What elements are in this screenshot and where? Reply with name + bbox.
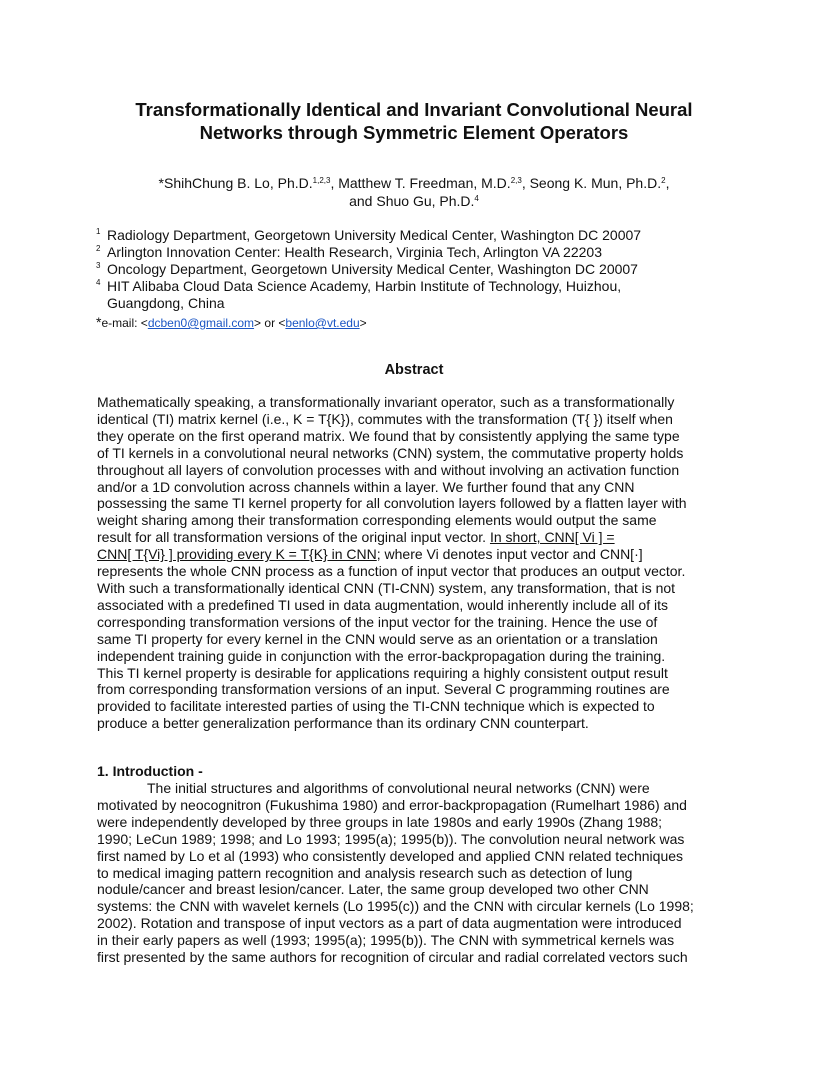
author-1-affil: 1,2,3	[312, 176, 331, 185]
affiliation-1	[96, 227, 716, 244]
intro-line: The initial structures and algorithms of convolutional neural networks (CNN) were	[147, 780, 650, 796]
email-prefix: e-mail: <	[101, 316, 148, 330]
abstract-line: Mathematically speaking, a transformationally invariant operator, such as a transformationally	[97, 394, 675, 410]
affiliation-text-cont: Guangdong, China	[107, 295, 225, 311]
contact-email	[96, 314, 367, 331]
intro-line: motivated by neocognitron (Fukushima 1980) and error-backpropagation (Rumelhart 1986) and	[97, 796, 687, 813]
abstract-line: of TI kernels in a convolutional neural networks (CNN) system, the commutative property holds	[97, 444, 684, 461]
abstract-line: This TI kernel property is desirable for applications requiring a highly consistent output result	[97, 664, 668, 681]
abstract-line: weight sharing among their transformation corresponding elements would output the same	[97, 512, 657, 529]
abstract-line	[97, 529, 737, 546]
affiliation-number: 2	[96, 244, 101, 253]
email-link-2[interactable]: benlo@vt.edu	[285, 316, 360, 330]
abstract-line: produce a better generalization performance than its ordinary CNN counterpart.	[97, 715, 589, 732]
abstract-text: result for all transformation versions of the original input vector.	[97, 529, 490, 546]
intro-line: were independently developed by three groups in late 1980s and early 1990s (Zhang 1988;	[97, 813, 663, 830]
author-3: , Seong K. Mun, Ph.D.	[521, 175, 662, 191]
affiliation-3	[96, 261, 716, 278]
abstract-line: same TI property for every kernel in the CNN would serve as an orientation or a translation	[97, 630, 658, 647]
title-line-2: Networks through Symmetric Element Operators	[199, 122, 629, 143]
abstract-line: With such a transformationally identical CNN (TI-CNN) system, any transformation, that is not	[97, 579, 676, 596]
intro-line: 1990; LeCun 1989; 1998; and Lo 1993; 1995(a); 1995(b)). The convolution neural network was	[97, 830, 685, 847]
author-3-tail: ,	[665, 175, 670, 191]
author-4-affil: 4	[474, 194, 479, 203]
abstract-line: provided to facilitate interested parties of using the TI-CNN technique which is expected to	[97, 698, 655, 715]
abstract-key-statement: In short, CNN[ Vi ] =	[489, 529, 615, 546]
author-4: and Shuo Gu, Ph.D.	[349, 193, 475, 209]
email-suffix: >	[359, 316, 367, 330]
introduction-body	[97, 780, 737, 966]
intro-line: first named by Lo et al (1993) who consistently developed and applied CNN related techniques	[97, 847, 684, 864]
author-list	[60, 174, 768, 210]
title-line-1: Transformationally Identical and Invariant Convolutional Neural	[135, 99, 693, 120]
affiliation-number: 1	[96, 227, 101, 236]
affiliation-text: HIT Alibaba Cloud Data Science Academy, Harbin Institute of Technology, Huizhou,	[107, 278, 622, 294]
author-line-1	[60, 174, 768, 192]
affiliation-text: Arlington Innovation Center: Health Research, Virginia Tech, Arlington VA 22203	[107, 244, 602, 260]
affiliation-number: 3	[96, 261, 101, 270]
affiliation-number: 4	[96, 278, 101, 287]
intro-line: 2002). Rotation and transpose of input vectors as a part of data augmentation were introduced	[97, 915, 682, 932]
intro-line: nodule/cancer and breast lesion/cancer. Later, the same group developed two other CNN	[97, 881, 649, 898]
intro-line: to medical imaging pattern recognition and analysis research such as detection of lung	[97, 864, 633, 881]
abstract-line: from corresponding transformation versions of an input. Several C programming routines are	[97, 681, 670, 698]
corresponding-mark: *	[96, 314, 102, 330]
abstract-text: ; where Vi denotes input vector and CNN[·]	[376, 546, 643, 563]
author-3-affil: 2	[661, 176, 666, 185]
abstract-line: throughout all layers of convolution processes with and without involving an activation function	[97, 461, 680, 478]
abstract-line: and/or a 1D convolution across channels within a layer. We further found that any CNN	[97, 478, 635, 495]
abstract-body	[97, 394, 737, 732]
abstract-line: possessing the same TI kernel property for all convolution layers followed by a flatten layer with	[97, 495, 687, 512]
email-link-1[interactable]: dcben0@gmail.com	[147, 316, 255, 330]
author-2: , Matthew T. Freedman, M.D.	[330, 175, 511, 191]
abstract-line: independent training guide in conjunction with the error-backpropagation during the training.	[97, 647, 666, 664]
intro-line: systems: the CNN with wavelet kernels (Lo 1995(c)) and the CNN with circular kernels (Lo 1998;	[97, 898, 694, 915]
abstract-key-statement-cont: CNN[ T{Vi} ] providing every K = T{K} in CNN	[97, 546, 377, 563]
affiliation-4	[96, 278, 716, 312]
section-heading-introduction: 1. Introduction -	[97, 763, 203, 779]
author-2-affil: 2,3	[510, 176, 522, 185]
intro-line: first presented by the same authors for recognition of circular and radial correlated vectors such	[97, 949, 688, 966]
abstract-line: associated with a predefined TI used in data augmentation, would inherently include all of its	[97, 596, 668, 613]
abstract-line: they operate on the first operand matrix. We found that by consistently applying the same type	[97, 427, 680, 444]
abstract-line	[97, 546, 737, 563]
affiliation-text: Radiology Department, Georgetown University Medical Center, Washington DC 20007	[107, 227, 642, 243]
abstract-line: corresponding transformation versions of the input vector for the training. Hence the use of	[97, 613, 658, 630]
paper-title	[60, 98, 768, 144]
author-line-2	[60, 192, 768, 210]
email-separator: > or <	[254, 316, 286, 330]
intro-line: in their early papers as well (1993; 1995(a); 1995(b)). The CNN with symmetrical kernels was	[97, 932, 675, 949]
affiliation-list	[96, 227, 716, 312]
author-1: *ShihChung B. Lo, Ph.D.	[158, 175, 313, 191]
affiliation-2	[96, 244, 716, 261]
affiliation-text: Oncology Department, Georgetown University Medical Center, Washington DC 20007	[107, 261, 638, 277]
abstract-heading: Abstract	[384, 362, 444, 378]
abstract-line: represents the whole CNN process as a function of input vector that produces an output vector.	[97, 563, 686, 580]
abstract-line: identical (TI) matrix kernel (i.e., K = T{K}), commutes with the transformation (T{ }) itself when	[97, 410, 673, 427]
